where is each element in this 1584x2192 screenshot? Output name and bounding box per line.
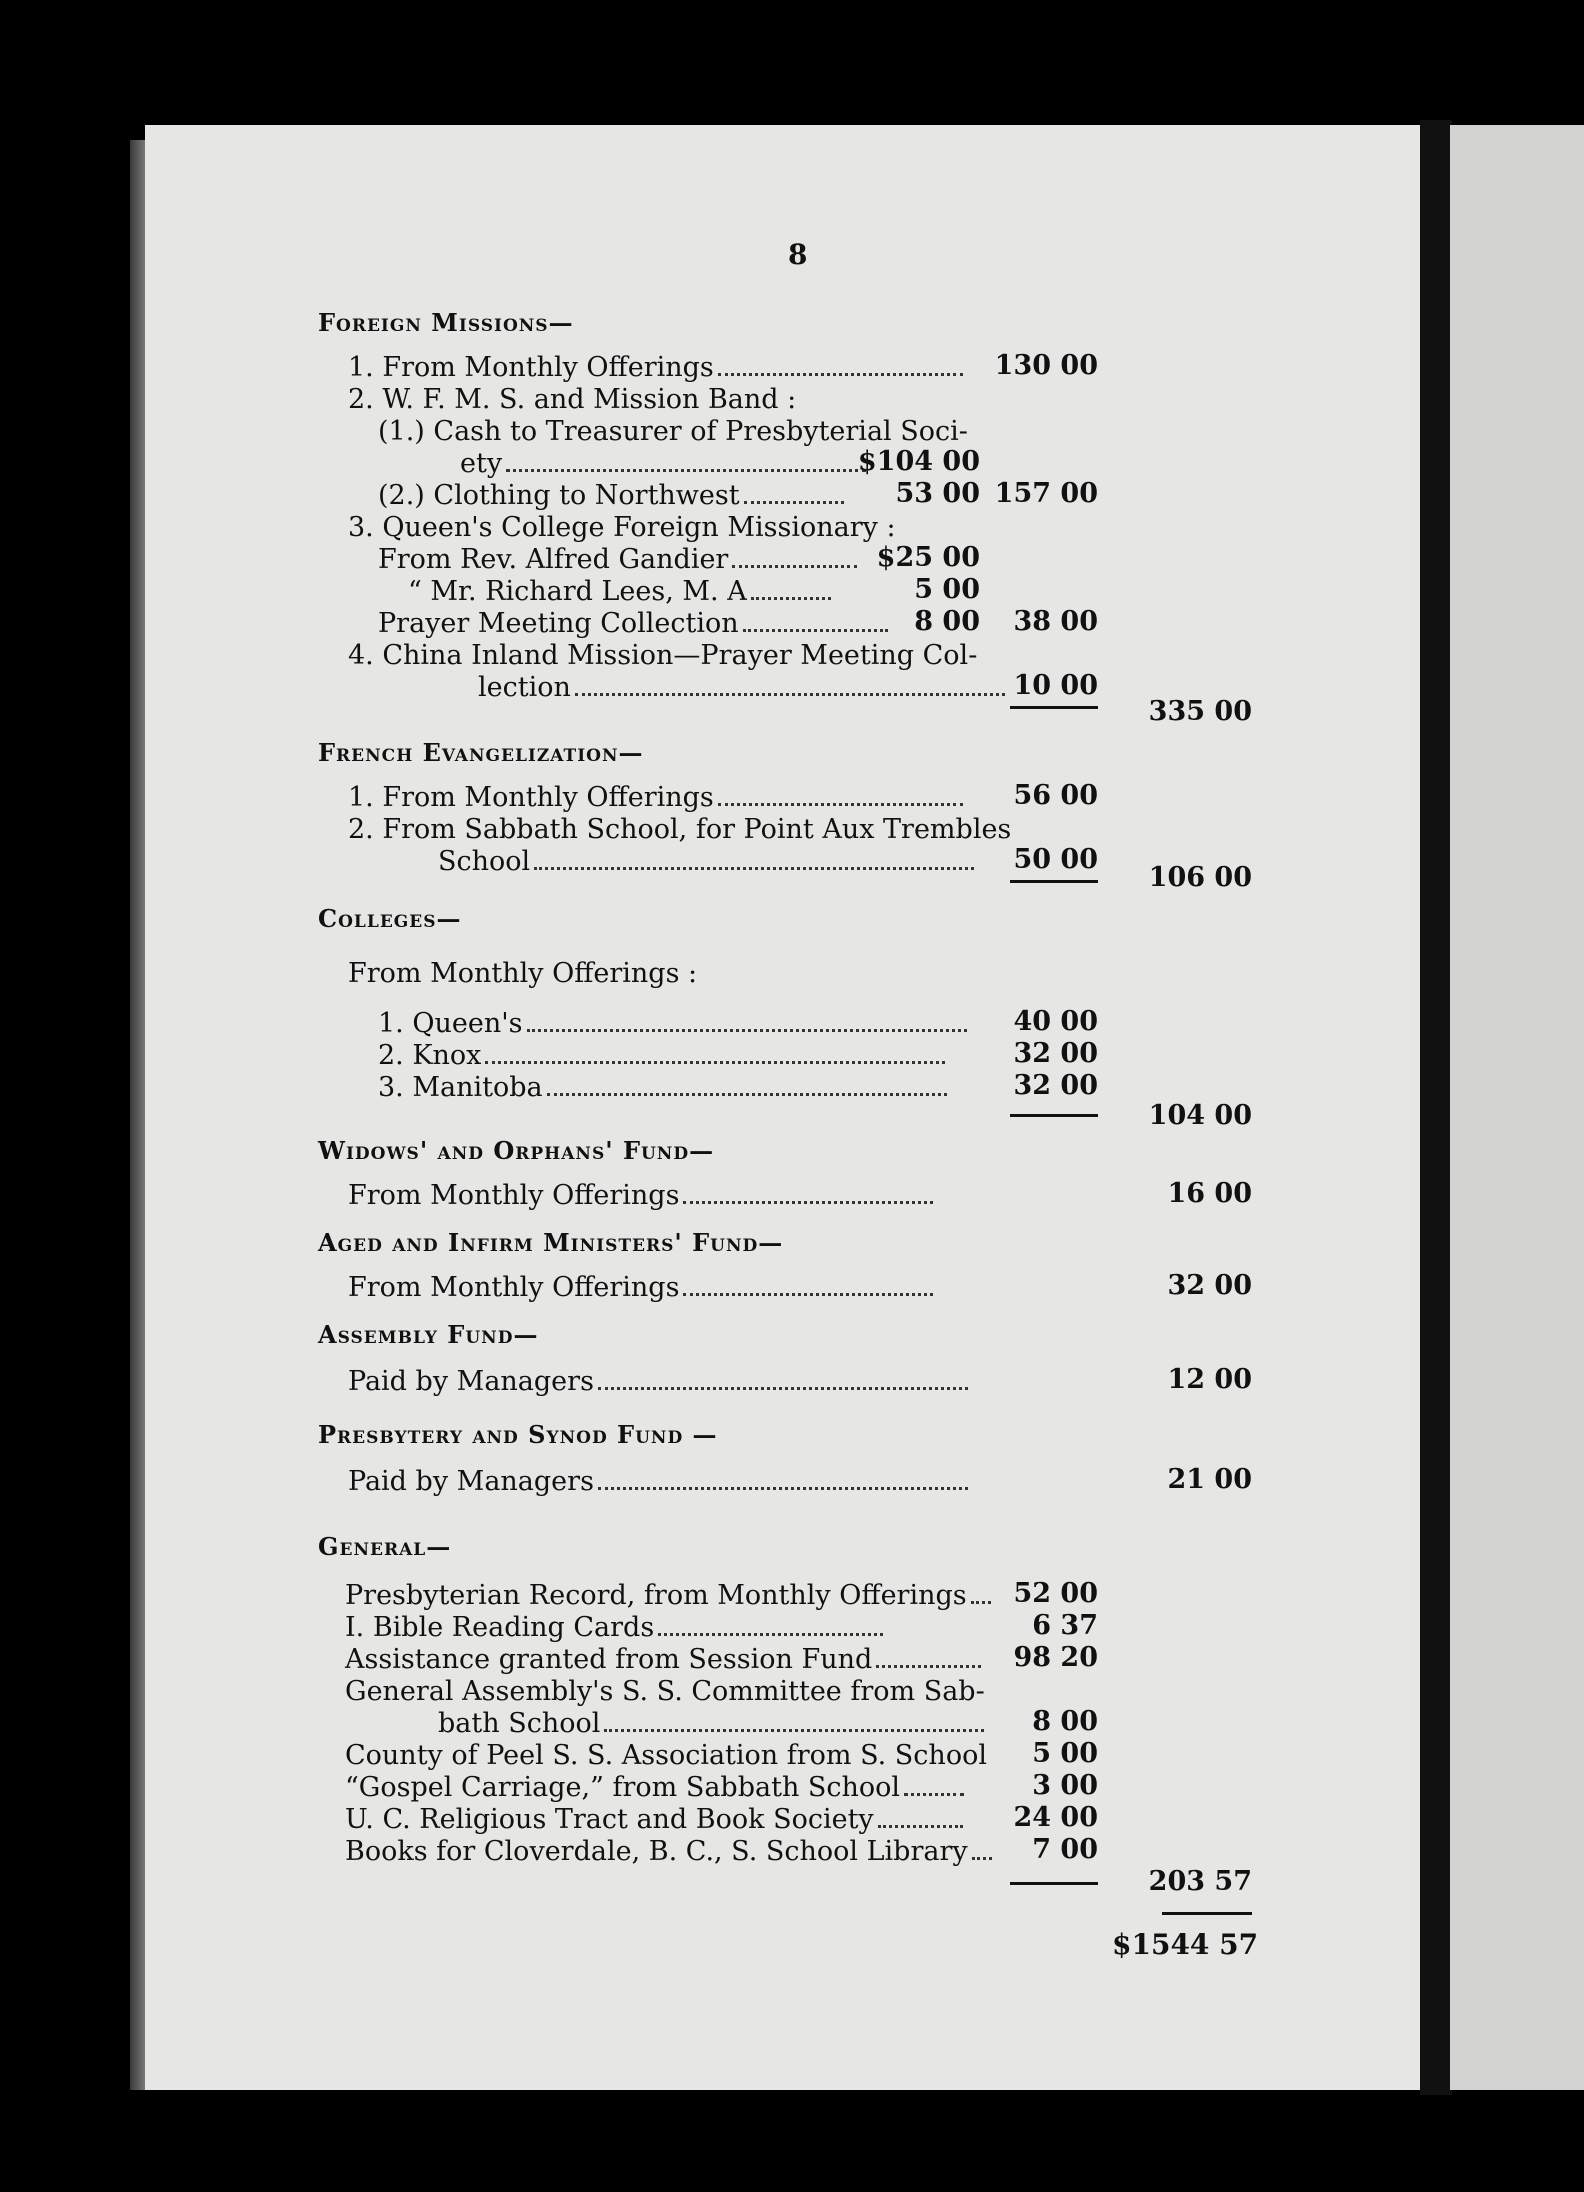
assembly-total: 12 00 bbox=[1167, 1364, 1252, 1395]
colleges-a2: 32 00 bbox=[1013, 1038, 1098, 1069]
general-l3-text: Assistance granted from Session Fund bbox=[345, 1644, 873, 1675]
general-subtotal-rule bbox=[1010, 1882, 1098, 1885]
presbytery-l1-text: Paid by Managers bbox=[348, 1466, 594, 1497]
grand-total: $1544 57 bbox=[1112, 1928, 1259, 1961]
aged-heading: Aged and Infirm Ministers' Fund— bbox=[318, 1228, 784, 1257]
foreign-a5b: 157 00 bbox=[994, 478, 1098, 509]
assembly-line-1 bbox=[348, 1366, 972, 1398]
general-a3: 98 20 bbox=[1013, 1642, 1098, 1673]
french-line-3 bbox=[438, 846, 978, 878]
foreign-a5: 53 00 bbox=[895, 478, 980, 509]
french-line-2: 2. From Sabbath School, for Point Aux Trembles bbox=[348, 814, 1012, 845]
colleges-l2-text: 2. Knox bbox=[378, 1040, 482, 1071]
french-heading: French Evangelization— bbox=[318, 738, 644, 767]
widows-l1-text: From Monthly Offerings bbox=[348, 1180, 680, 1211]
general-l5-text: bath School bbox=[438, 1708, 601, 1739]
presbytery-heading: Presbytery and Synod Fund — bbox=[318, 1420, 718, 1449]
aged-line-1 bbox=[348, 1272, 937, 1304]
colleges-line-3 bbox=[378, 1072, 951, 1104]
foreign-l1-text: 1. From Monthly Offerings bbox=[348, 352, 714, 383]
foreign-subtotal-rule bbox=[1010, 706, 1098, 709]
foreign-a1: 130 00 bbox=[994, 350, 1098, 381]
colleges-subtotal-rule bbox=[1010, 1114, 1098, 1117]
foreign-line-10: 4. China Inland Mission—Prayer Meeting Col- bbox=[348, 640, 978, 671]
colleges-a1: 40 00 bbox=[1013, 1006, 1098, 1037]
aged-l1-text: From Monthly Offerings bbox=[348, 1272, 680, 1303]
french-total: 106 00 bbox=[1148, 862, 1252, 893]
foreign-a11: 10 00 bbox=[1013, 670, 1098, 701]
general-a2: 6 37 bbox=[1032, 1610, 1098, 1641]
foreign-line-7 bbox=[378, 544, 861, 576]
foreign-line-9 bbox=[378, 608, 892, 640]
general-line-4: General Assembly's S. S. Committee from Sab- bbox=[345, 1676, 985, 1707]
foreign-l9-text: Prayer Meeting Collection bbox=[378, 608, 739, 639]
colleges-a3: 32 00 bbox=[1013, 1070, 1098, 1101]
general-total: 203 57 bbox=[1148, 1866, 1252, 1897]
foreign-l8-text: “ Mr. Richard Lees, M. A bbox=[408, 576, 747, 607]
general-line-2 bbox=[345, 1612, 887, 1644]
general-l8-text: U. C. Religious Tract and Book Society bbox=[345, 1804, 874, 1835]
general-l2-text: I. Bible Reading Cards bbox=[345, 1612, 655, 1643]
foreign-a9b: 38 00 bbox=[1013, 606, 1098, 637]
colleges-heading: Colleges— bbox=[318, 904, 462, 933]
general-a1: 52 00 bbox=[1013, 1578, 1098, 1609]
foreign-a8: 5 00 bbox=[914, 574, 980, 605]
foreign-l11-text: lection bbox=[478, 672, 571, 703]
foreign-a9: 8 00 bbox=[914, 606, 980, 637]
foreign-missions-heading: Foreign Missions— bbox=[318, 308, 574, 337]
presbytery-total: 21 00 bbox=[1167, 1464, 1252, 1495]
colleges-total: 104 00 bbox=[1148, 1100, 1252, 1131]
foreign-l5-text: (2.) Clothing to Northwest bbox=[378, 480, 740, 511]
foreign-line-1 bbox=[348, 352, 967, 384]
colleges-l1-text: 1. Queen's bbox=[378, 1008, 523, 1039]
foreign-l4-text: ety bbox=[460, 448, 503, 479]
general-line-9 bbox=[345, 1836, 996, 1868]
aged-total: 32 00 bbox=[1167, 1270, 1252, 1301]
foreign-a7: $25 00 bbox=[876, 542, 980, 573]
general-a8: 24 00 bbox=[1013, 1802, 1098, 1833]
french-line-1 bbox=[348, 782, 967, 814]
general-line-5 bbox=[438, 1708, 988, 1740]
french-a3: 50 00 bbox=[1013, 844, 1098, 875]
foreign-line-3: (1.) Cash to Treasurer of Presbyterial Soci- bbox=[378, 416, 968, 447]
foreign-l7-text: From Rev. Alfred Gandier bbox=[378, 544, 729, 575]
general-l1-text: Presbyterian Record, from Monthly Offerings bbox=[345, 1580, 967, 1611]
presbytery-line-1 bbox=[348, 1466, 972, 1498]
general-line-7 bbox=[345, 1772, 968, 1804]
french-l3-text: School bbox=[438, 846, 531, 877]
foreign-line-11 bbox=[478, 672, 1009, 704]
page-number: 8 bbox=[788, 238, 808, 271]
widows-heading: Widows' and Orphans' Fund— bbox=[318, 1136, 715, 1165]
foreign-line-4 bbox=[460, 448, 870, 480]
general-a6: 5 00 bbox=[1032, 1738, 1098, 1769]
colleges-line-2 bbox=[378, 1040, 949, 1072]
foreign-line-2: 2. W. F. M. S. and Mission Band : bbox=[348, 384, 797, 415]
facing-page-edge bbox=[1450, 125, 1584, 2090]
french-a1: 56 00 bbox=[1013, 780, 1098, 811]
general-line-3 bbox=[345, 1644, 985, 1676]
colleges-line-1 bbox=[378, 1008, 971, 1040]
foreign-total: 335 00 bbox=[1148, 696, 1252, 727]
french-subtotal-rule bbox=[1010, 880, 1098, 883]
grand-total-rule bbox=[1162, 1912, 1252, 1915]
general-line-8 bbox=[345, 1804, 967, 1836]
general-a9: 7 00 bbox=[1032, 1834, 1098, 1865]
widows-total: 16 00 bbox=[1167, 1178, 1252, 1209]
general-l7-text: “Gospel Carriage,” from Sabbath School bbox=[345, 1772, 901, 1803]
assembly-heading: Assembly Fund— bbox=[318, 1320, 539, 1349]
foreign-line-8 bbox=[408, 576, 835, 608]
colleges-l3-text: 3. Manitoba bbox=[378, 1072, 543, 1103]
general-a7: 3 00 bbox=[1032, 1770, 1098, 1801]
foreign-line-5 bbox=[378, 480, 848, 512]
general-l9-text: Books for Cloverdale, B. C., S. School Library bbox=[345, 1836, 968, 1867]
general-line-1 bbox=[345, 1580, 995, 1612]
assembly-l1-text: Paid by Managers bbox=[348, 1366, 594, 1397]
general-heading: General— bbox=[318, 1532, 452, 1561]
foreign-a4: $104 00 bbox=[857, 446, 980, 477]
french-l1-text: 1. From Monthly Offerings bbox=[348, 782, 714, 813]
widows-line-1 bbox=[348, 1180, 937, 1212]
colleges-sub: From Monthly Offerings : bbox=[348, 958, 698, 989]
page-gutter bbox=[1420, 120, 1452, 2095]
general-line-6: County of Peel S. S. Association from S. School bbox=[345, 1740, 987, 1771]
foreign-line-6: 3. Queen's College Foreign Missionary : bbox=[348, 512, 896, 543]
general-a5: 8 00 bbox=[1032, 1706, 1098, 1737]
